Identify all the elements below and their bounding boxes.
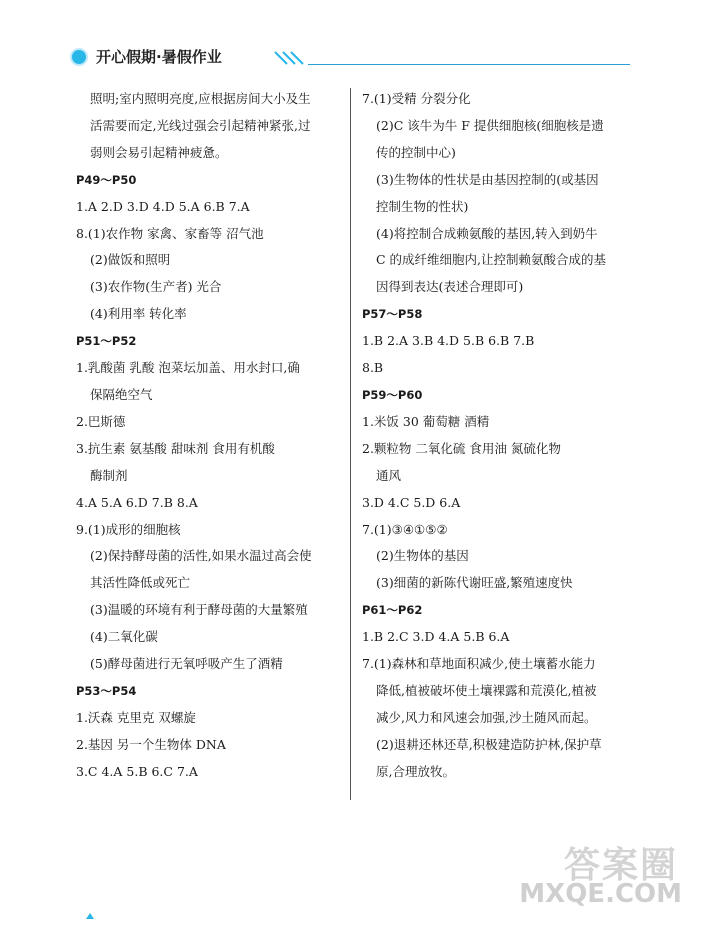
answer-line: (4)二氧化碳 xyxy=(90,629,158,645)
watermark-logo xyxy=(508,835,688,915)
answer-line: (3)温暖的环境有利于酵母菌的大量繁殖 xyxy=(90,602,308,618)
section-heading: P51～P52 xyxy=(76,334,137,349)
answers-right-column xyxy=(362,86,637,786)
answer-line: (3)农作物(生产者) 光合 xyxy=(90,279,222,295)
answer-line: 通风 xyxy=(376,467,402,483)
answer-line: C 的成纤维细胞内,让控制赖氨酸合成的基 xyxy=(376,252,607,268)
watermark-url: MXQE.COM xyxy=(519,879,682,909)
answer-line: 2.巴斯德 xyxy=(76,413,126,429)
answer-line: 减少,风力和风速会加强,沙土随风而起。 xyxy=(376,709,597,725)
answer-line: (2)做饭和照明 xyxy=(90,252,171,268)
section-heading: P59～P60 xyxy=(362,387,423,402)
corner-triangle-icon xyxy=(86,913,94,919)
answer-line: (5)酵母菌进行无氧呼吸产生了酒精 xyxy=(90,656,283,672)
answer-line: 控制生物的性状) xyxy=(376,198,469,214)
column-divider xyxy=(350,88,351,800)
answer-line: 其活性降低或死亡 xyxy=(90,575,191,591)
answer-line: 2.颗粒物 二氧化硫 食用油 氮硫化物 xyxy=(362,440,561,456)
answer-line: (2)C 该牛为牛 F 提供细胞核(细胞核是遗 xyxy=(376,117,604,133)
answer-line: (2)退耕还林还草,积极建造防护林,保护草 xyxy=(376,736,602,752)
answer-line: 4.A 5.A 6.D 7.B 8.A xyxy=(76,494,198,510)
answer-line: 7.(1)森林和草地面积减少,使土壤蓄水能力 xyxy=(362,656,596,672)
answer-line: 3.C 4.A 5.B 6.C 7.A xyxy=(76,763,198,779)
diagonal-stripes-icon xyxy=(273,50,309,66)
answer-line: 弱则会易引起精神疲惫。 xyxy=(90,144,228,160)
answer-line: 1.B 2.A 3.B 4.D 5.B 6.B 7.B xyxy=(362,333,535,349)
answer-line: 2.基因 另一个生物体 DNA xyxy=(76,736,226,752)
circle-bullet-icon xyxy=(70,48,88,66)
answers-left-column xyxy=(76,86,344,786)
answer-line: 降低,植被破坏使土壤裸露和荒漠化,植被 xyxy=(376,682,597,698)
answer-line: (2)保持酵母菌的活性,如果水温过高会使 xyxy=(90,548,312,564)
answer-line: 1.A 2.D 3.D 4.D 5.A 6.B 7.A xyxy=(76,198,250,214)
page-header xyxy=(68,44,633,74)
answer-line: 3.D 4.C 5.D 6.A xyxy=(362,494,461,510)
answer-line: 1.沃森 克里克 双螺旋 xyxy=(76,709,196,725)
answer-line: 8.B xyxy=(362,360,384,376)
answer-line: (4)将控制合成赖氨酸的基因,转入到奶牛 xyxy=(376,225,598,241)
answer-line: 活需要而定,光线过强会引起精神紧张,过 xyxy=(90,117,311,133)
answer-line: 原,合理放牧。 xyxy=(376,763,455,779)
answer-line: 保隔绝空气 xyxy=(90,386,153,402)
answer-line: 因得到表达(表述合理即可) xyxy=(376,279,524,295)
answer-line: 9.(1)成形的细胞核 xyxy=(76,521,181,537)
page-title: 开心假期·暑假作业 xyxy=(96,48,222,66)
section-heading: P61～P62 xyxy=(362,603,423,618)
answer-line: (3)生物体的性状是由基因控制的(或基因 xyxy=(376,171,599,187)
answer-line: 1.乳酸菌 乳酸 泡菜坛加盖、用水封口,确 xyxy=(76,360,300,376)
header-rule xyxy=(308,64,630,65)
answer-line: (2)生物体的基因 xyxy=(376,548,469,564)
answer-line: (3)细菌的新陈代谢旺盛,繁殖速度快 xyxy=(376,575,573,591)
answer-line: 传的控制中心) xyxy=(376,144,456,160)
answer-line: (4)利用率 转化率 xyxy=(90,306,187,322)
answer-line: 1.米饭 30 葡萄糖 酒精 xyxy=(362,413,490,429)
answer-line: 7.(1)受精 分裂分化 xyxy=(362,91,471,106)
section-heading: P57～P58 xyxy=(362,307,423,322)
section-heading: P53～P54 xyxy=(76,683,137,698)
answer-line: 酶制剂 xyxy=(90,467,128,483)
answer-line: 照明;室内照明亮度,应根据房间大小及生 xyxy=(90,91,311,106)
answer-line: 7.(1)③④①⑤② xyxy=(362,521,448,537)
answer-line: 1.B 2.C 3.D 4.A 5.B 6.A xyxy=(362,629,510,645)
section-heading: P49～P50 xyxy=(76,172,137,187)
watermark-text: 答案圈 xyxy=(563,845,678,886)
answer-line: 3.抗生素 氨基酸 甜味剂 食用有机酸 xyxy=(76,440,275,456)
answer-line: 8.(1)农作物 家禽、家畜等 沼气池 xyxy=(76,225,264,241)
